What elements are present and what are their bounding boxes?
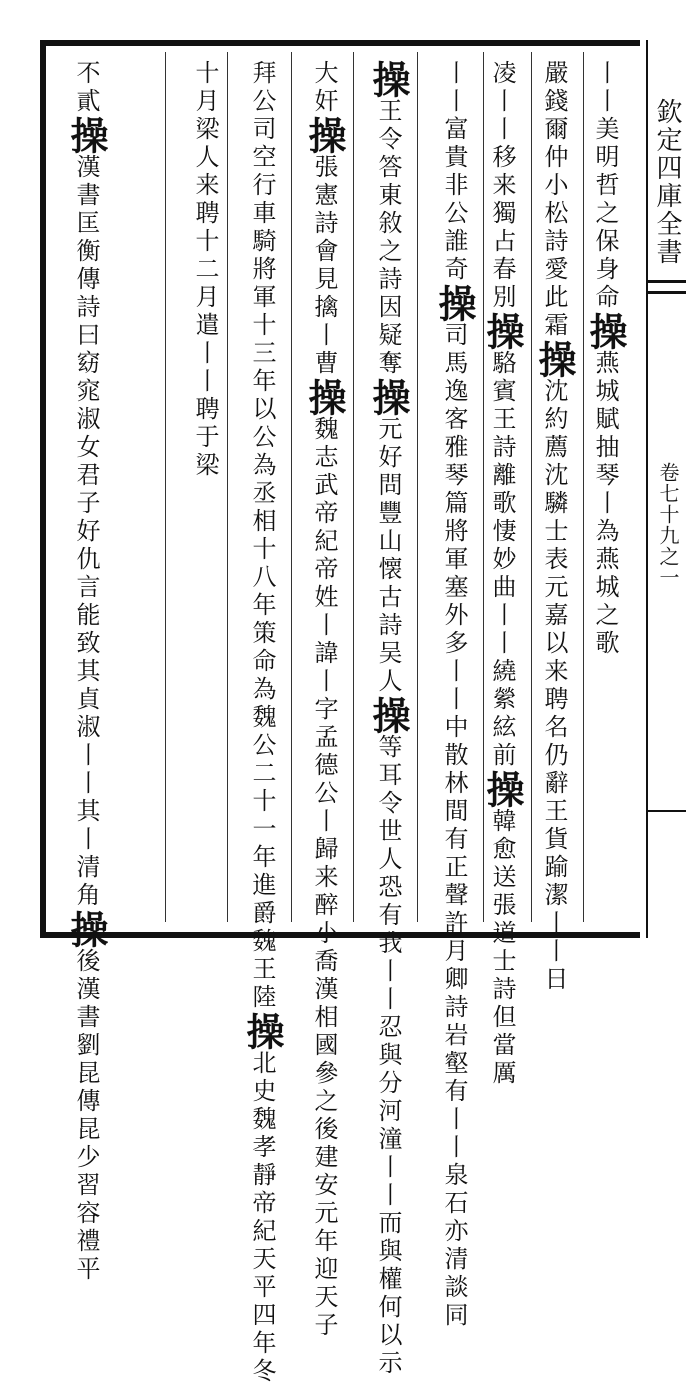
text-column-2 [532,52,584,994]
page-header [646,40,686,938]
text-column-7 [230,52,292,1386]
header-divider [648,280,686,294]
book-title: 欽定四庫全書 [652,98,682,266]
column-text: 凌丨丨移来獨占春別操駱賓王詩離歌悽妙曲丨丨繞縈絃前操韓愈送張道士詩但當厲 [480,60,525,1088]
column-text: 十月梁人来聘十二月遣丨丨聘于梁 [191,60,219,480]
column-text: 嚴錢爾仲小松詩愛此霜操沈約薦沈驎士表元嘉以来聘名仍辭王貨踰潔丨丨日 [532,60,577,994]
header-divider-lower [648,810,686,818]
column-text: 大奸操張憲詩會見擒丨曹操魏志武帝紀帝姓丨諱丨字孟德公丨歸来醉小喬漢相國參之後建安元年迎天子 [302,60,347,1340]
volume-label: 卷七十九之一 [656,462,680,588]
text-column-5 [356,52,418,1378]
column-text: 丨丨美明哲之保身命操燕城賦抽琴丨為燕城之歌 [583,60,628,658]
text-column-1 [583,52,634,922]
column-text: 操王令答東敘之詩因疑奪操元好問豐山懐古詩吴人操等耳令世人恐有我丨丨忍與分河潼丨丨而與權何以示 [366,60,411,1378]
text-column-4 [420,52,484,1330]
text-column-9 [46,52,166,1284]
column-text: 拜公司空行車騎將軍十三年以公為丞相十八年策命為魏公二十一年進爵魏王陸操北史魏孝靜帝紀天平四年冬 [240,60,285,1386]
column-text: 丨丨富貴非公誰奇操司馬逸客雅琴篇將軍塞外多丨丨中散林間有正聲許月卿詩岩壑有丨丨泉石亦清談同 [432,60,477,1330]
text-column-3 [480,52,532,1088]
column-text: 不貳操漢書匡衡傳詩曰窈窕淑女君子好仇言能致其貞淑丨丨其丨清角操後漢書劉昆傳昆少習容禮平 [64,60,109,1284]
text-column-8 [168,52,228,922]
text-column-6 [294,52,354,1340]
